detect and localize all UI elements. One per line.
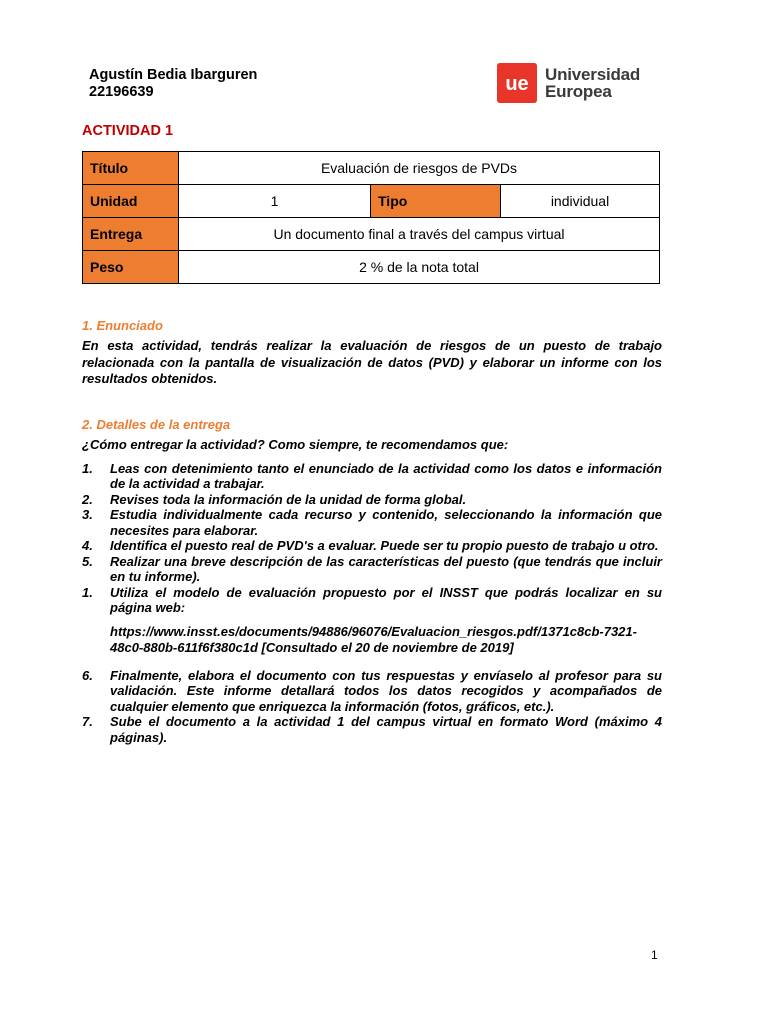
author-block (89, 67, 257, 100)
section2-title: 2. Detalles de la entrega (82, 417, 231, 432)
logo-text (545, 66, 640, 100)
table-row (83, 218, 660, 251)
logo-line1: Universidad (545, 65, 641, 84)
author-name: Agustín Bedia Ibarguren (89, 67, 258, 83)
unidad-value: 1 (179, 185, 371, 218)
activity-info-table (82, 151, 660, 284)
insst-url: https://www.insst.es/documents/94886/96076/Evaluacion_riesgos.pdf/1371c8cb-7321-48c0-880b-611f6f380c1d [Consultado el 20 de noviembre de 2019] (110, 623, 637, 655)
list-item: 1. Leas con detenimiento tanto el enunciado de la actividad como los datos e información de la actividad a trabajar. (82, 460, 662, 491)
list-item: 6. Finalmente, elabora el documento con tus respuestas y envíaselo al profesor para su validación. Este informe detallará todos los datos recogidos y acompañados de cualquier elemento que enriquezca la información (fotos, gráficos, etc.). (82, 667, 662, 714)
list-item: 3. Estudia individualmente cada recurso y contenido, seleccionando la información que necesites para elaborar. (82, 507, 662, 538)
list-item: 5. Realizar una breve descripción de las características del puesto (que tendrás que incluir en tu informe). (82, 553, 662, 584)
entrega-label: Entrega (83, 218, 179, 251)
peso-value: 2 % de la nota total (179, 251, 660, 284)
titulo-label: Título (83, 152, 179, 185)
section-detalles (82, 417, 662, 745)
table-row (83, 251, 660, 284)
university-logo (497, 62, 650, 104)
list-item: 2. Revises toda la información de la unidad de forma global. (82, 491, 467, 507)
student-id: 22196639 (89, 83, 154, 100)
list-item: 1. Utiliza el modelo de evaluación propuesto por el INSST que podrás localizar en su página web: (82, 584, 662, 615)
ue-logo-icon (497, 63, 537, 103)
table-row (83, 185, 660, 218)
entrega-value: Un documento final a través del campus virtual (179, 218, 660, 251)
activity-title: ACTIVIDAD 1 (82, 123, 174, 139)
titulo-value: Evaluación de riesgos de PVDs (179, 152, 660, 185)
steps-list (82, 461, 662, 616)
logo-line2: Europea (545, 82, 612, 101)
peso-label: Peso (83, 251, 179, 284)
table-row (83, 152, 660, 185)
section1-title: 1. Enunciado (82, 318, 163, 333)
logo-icon-text: ue (505, 73, 529, 95)
list-item: 7. Sube el documento a la actividad 1 del campus virtual en formato Word (máximo 4 páginas). (82, 714, 662, 745)
tipo-label: Tipo (371, 185, 501, 218)
steps-list-continued (82, 668, 662, 746)
list-item: 4. Identifica el puesto real de PVD's a evaluar. Puede ser tu propio puesto de trabajo u otro. (82, 538, 659, 553)
page-number: 1 (651, 948, 658, 962)
section2-intro: ¿Cómo entregar la actividad? Como siempre, te recomendamos que: (82, 437, 509, 452)
section-enunciado (82, 318, 662, 388)
section1-text: En esta actividad, tendrás realizar la evaluación de riesgos de un puesto de trabajo relacionada con la pantalla de visualización de datos (PVD) y elaborar un informe con los resultados obtenidos. (82, 338, 662, 386)
unidad-label: Unidad (83, 185, 179, 218)
tipo-value: individual (501, 185, 660, 218)
